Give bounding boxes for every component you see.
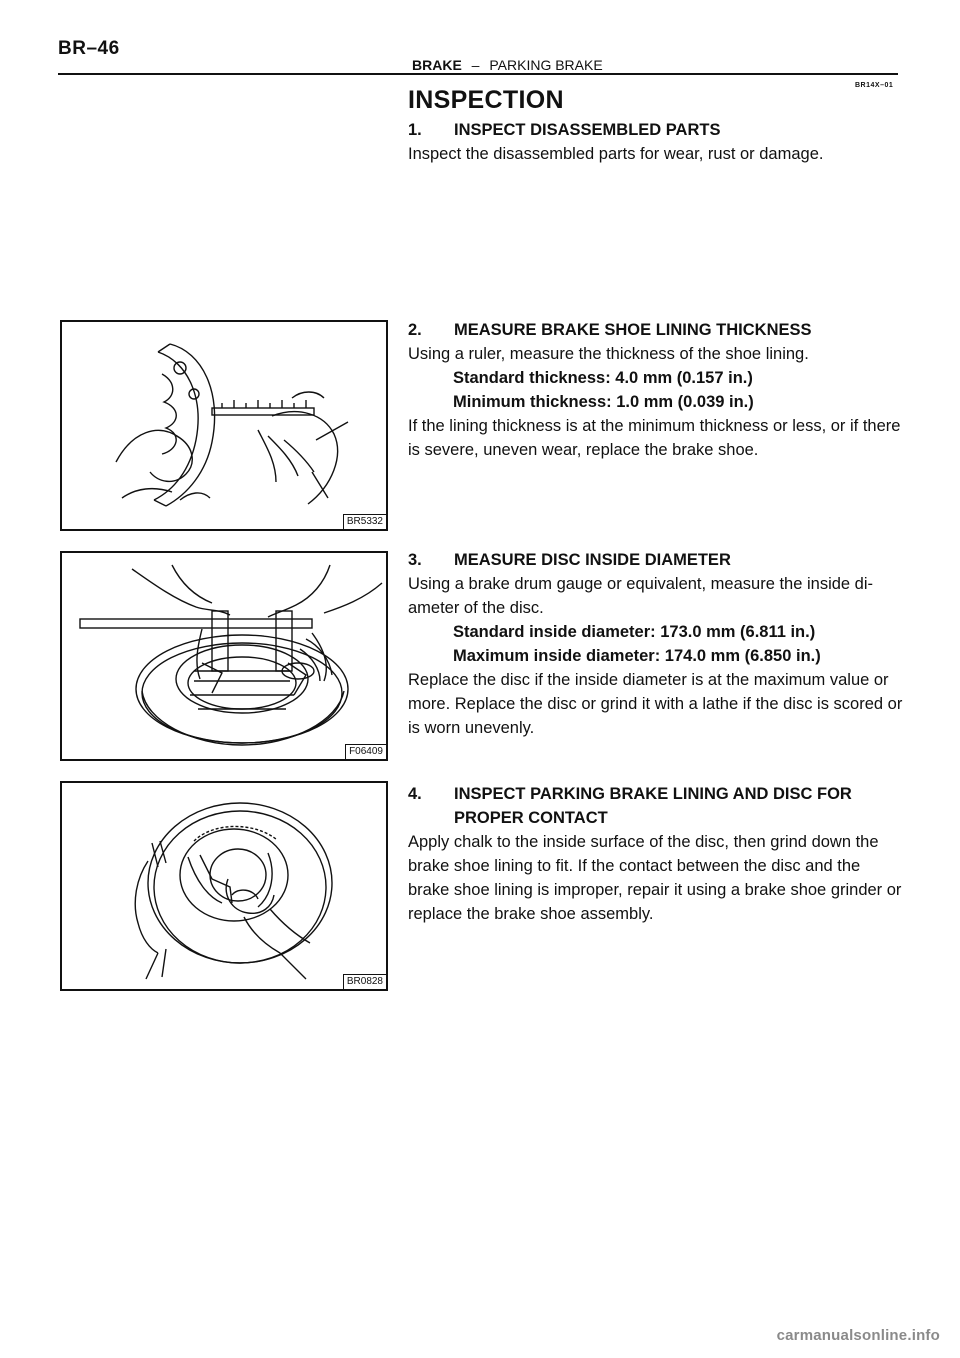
page-title: INSPECTION xyxy=(408,86,564,114)
spec-maximum: Maximum inside diameter: 174.0 mm (6.850 in.) xyxy=(453,647,821,665)
section-title: PARKING BRAKE xyxy=(489,57,603,73)
step-4 xyxy=(408,782,904,926)
chapter-title: BRAKE xyxy=(412,57,462,73)
spec-minimum: Minimum thickness: 1.0 mm (0.039 in.) xyxy=(453,393,754,411)
step-2 xyxy=(408,318,904,462)
step-text: Apply chalk to the inside surface of the disc, then grind down the brake shoe lining to fit. If the contact between the disc and the brake shoe lining is improper, repair it using a brake shoe grinder or replace the brake shoe assembly. xyxy=(408,833,902,923)
figure-ruler-shoe xyxy=(60,320,388,531)
figure-code: F06409 xyxy=(345,744,386,759)
header-separator: – xyxy=(471,57,480,73)
step-text: Replace the disc if the inside diameter is at the maximum value or more. Replace the disc or grind it with a lathe if the disc is scored or is worn unevenly. xyxy=(408,671,903,737)
step-number: 2. xyxy=(408,321,422,339)
step-number: 4. xyxy=(408,785,422,803)
page-number: BR–46 xyxy=(58,38,120,59)
step-number: 1. xyxy=(408,121,422,139)
step-heading: MEASURE BRAKE SHOE LINING THICKNESS xyxy=(454,321,812,339)
step-4-title xyxy=(408,782,904,830)
step-3 xyxy=(408,548,904,740)
step-text: Inspect the disassembled parts for wear, rust or damage. xyxy=(408,145,824,163)
ruler-on-brake-shoe-illustration xyxy=(62,322,386,529)
step-intro: Using a brake drum gauge or equivalent, measure the inside di- ameter of the disc. xyxy=(408,575,874,617)
step-heading: MEASURE DISC INSIDE DIAMETER xyxy=(454,551,731,569)
step-heading: INSPECT DISASSEMBLED PARTS xyxy=(454,121,721,139)
step-1-title xyxy=(408,118,904,142)
running-head xyxy=(412,57,603,73)
header-rule xyxy=(58,73,898,75)
step-text: If the lining thickness is at the minimum thickness or less, or if there is severe, uneven wear, replace the brake shoe. xyxy=(408,417,901,459)
step-2-title xyxy=(408,318,904,342)
step-intro: Using a ruler, measure the thickness of the shoe lining. xyxy=(408,345,809,363)
figure-code: BR5332 xyxy=(343,514,386,529)
step-number: 3. xyxy=(408,551,422,569)
shoe-contact-in-disc-illustration xyxy=(62,783,386,989)
spec-standard: Standard inside diameter: 173.0 mm (6.811 in.) xyxy=(453,623,816,641)
step-1 xyxy=(408,118,904,166)
figure-code: BR0828 xyxy=(343,974,386,989)
step-3-title xyxy=(408,548,904,572)
section-code: BR14X–01 xyxy=(855,82,894,89)
step-heading: INSPECT PARKING BRAKE LINING AND DISC FOR PROPER CONTACT xyxy=(454,785,852,827)
figure-drum-gauge xyxy=(60,551,388,761)
spec-standard: Standard thickness: 4.0 mm (0.157 in.) xyxy=(453,369,753,387)
watermark: carmanualsonline.info xyxy=(776,1327,940,1344)
figure-shoe-contact xyxy=(60,781,388,991)
drum-gauge-on-disc-illustration xyxy=(62,553,386,759)
